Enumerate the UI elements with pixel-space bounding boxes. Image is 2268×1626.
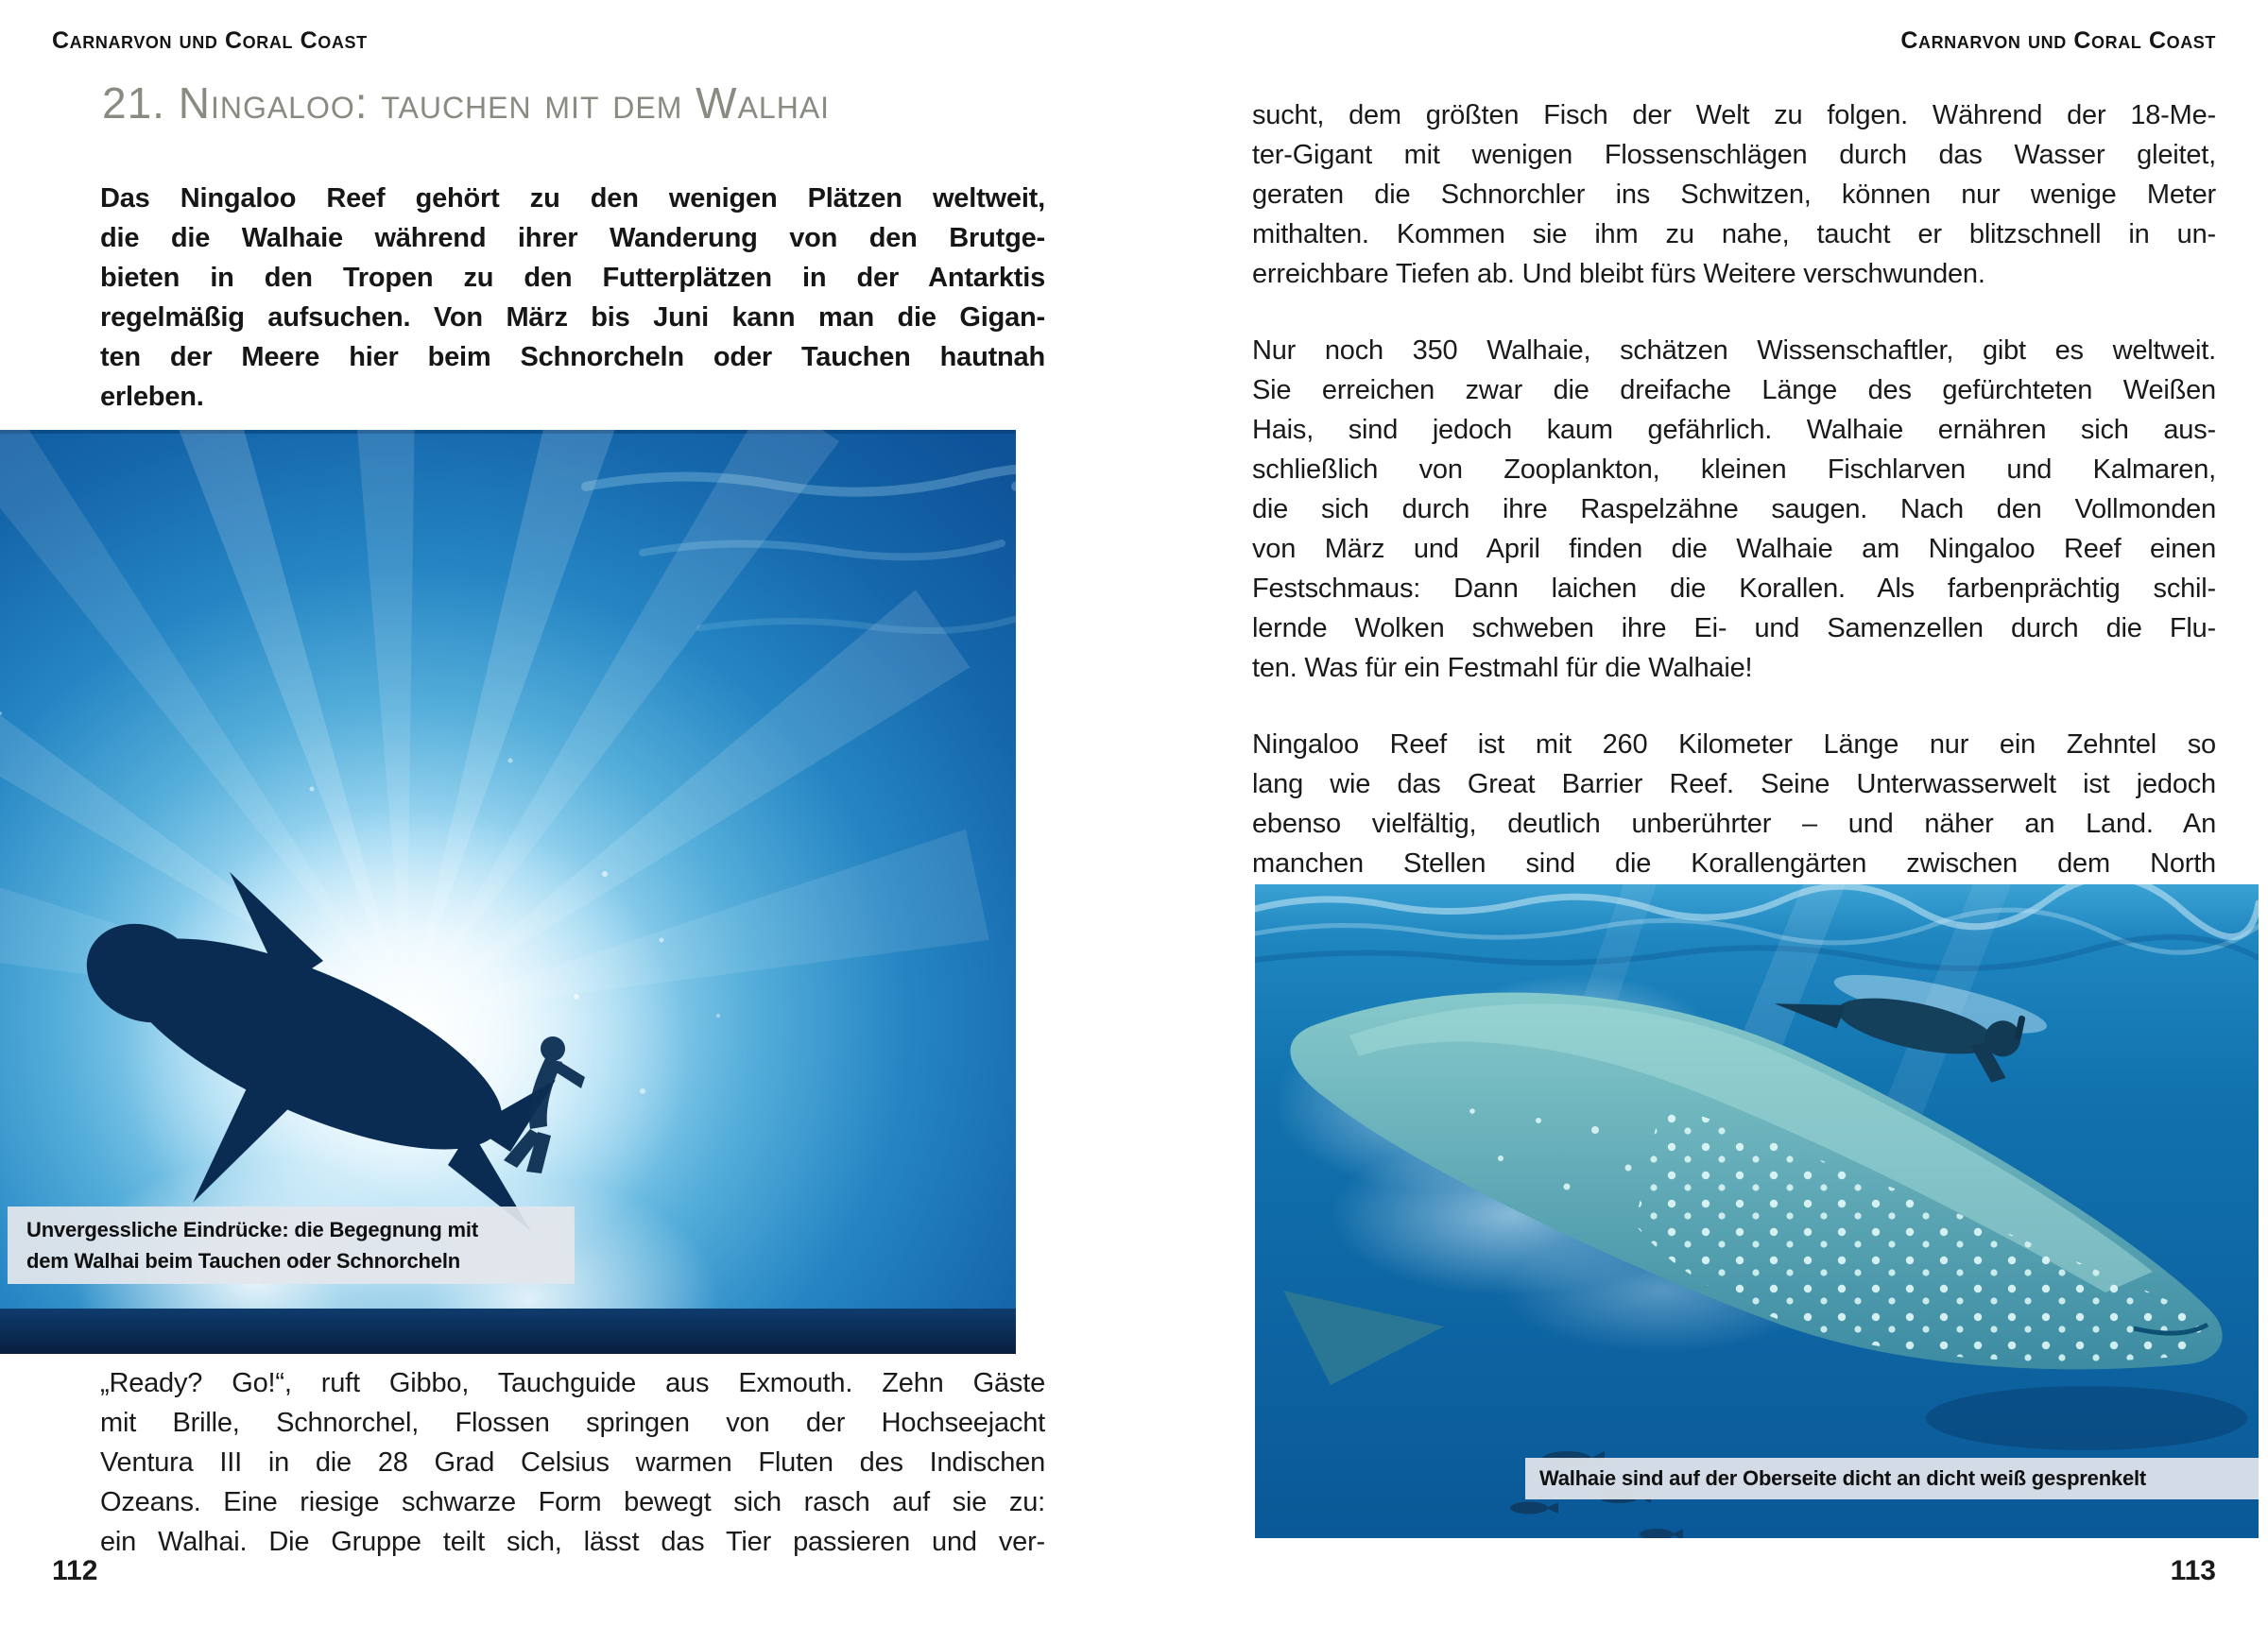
body-paragraph: „Ready? Go!“, ruft Gibbo, Tauchguide aus Exmouth. Zehn Gäste mit Brille, Schnorchel, Flossen springen von der Hochseejacht Ventura III in die 28 Grad Celsius warmen Fluten des Indischen Ozeans. Eine riesige schwarze Form bewegt sich rasch auf sie zu: ein Walhai. Die Gruppe teilt sich, lässt das Tier passieren und ver- <box>100 1368 1045 1557</box>
page-number: 113 <box>2170 1555 2216 1586</box>
intro-paragraph: Das Ningaloo Reef gehört zu den wenigen Plätzen weltweit, die die Walhaie während ihrer Wanderung von den Brutge- bieten in den Tropen zu den Futterplätzen in der Antarktis regelmäßig aufsuchen. Von März bis Juni kann man die Gigan- ten der Meere hier beim Schnorcheln oder Tauchen hautnah erleben. <box>100 183 1045 412</box>
page-number: 112 <box>52 1555 98 1586</box>
paragraph: sucht, dem größten Fisch der Welt zu folgen. Während der 18-Me- ter-Gigant mit wenigen Flossenschlägen durch das Wasser gleitet, geraten die Schnorchler ins Schwitzen, können nur wenige Meter mithalten. Kommen sie ihm zu nahe, taucht er blitzschnell in un- erreichbare Tiefen ab. Und bleibt fürs Weitere verschwunden. <box>1252 100 2216 289</box>
whale-shark-surface-photo <box>1255 884 2259 1538</box>
running-header-right: Carnarvon und Coral Coast <box>1900 27 2216 54</box>
photo-caption: Walhaie sind auf der Oberseite dicht an dicht weiß gesprenkelt <box>1525 1458 2259 1499</box>
paragraph: Ningaloo Reef ist mit 260 Kilometer Länge nur ein Zehntel so lang wie das Great Barrier Reef. Seine Unterwasserwelt ist jedoch ebenso vielfältig, deutlich unberührter – und näher an Land. An manchen Stellen sind die Korallengärten zwischen dem North <box>1252 729 2216 879</box>
photo-caption: Unvergessliche Eindrücke: die Begegnung mit dem Walhai beim Tauchen oder Schnorcheln <box>8 1207 575 1284</box>
chapter-heading: 21. Ningaloo: tauchen mit dem Walhai <box>102 78 831 128</box>
whale-shark-at-surface-scene <box>1255 884 2259 1538</box>
photo-top-edge <box>0 430 1016 434</box>
paragraph: Nur noch 350 Walhaie, schätzen Wissenschaftler, gibt es weltweit. Sie erreichen zwar die dreifache Länge des gefürchteten Weißen Hais, sind jedoch kaum gefährlich. Walhaie ernähren sich aus- schließlich von Zooplankton, kleinen Fischlarven und Kalmaren, die sich durch ihre Raspelzähne saugen. Nach den Vollmonden von März und April finden die Walhaie am Ningaloo Reef einen Festschmaus: Dann laichen die Korallen. Als farbenprächtig schil- lernde Wolken schweben ihre Ei- und Samenzellen durch die Flu- ten. Was für ein Festmahl für die Walhaie! <box>1252 335 2216 683</box>
whale-shark-silhouette-photo <box>0 430 1016 1354</box>
deep-water-band <box>0 1309 1016 1354</box>
right-text-column <box>1252 95 2216 920</box>
running-header-left: Carnarvon und Coral Coast <box>52 27 368 54</box>
shark-shadow <box>1926 1386 2247 1450</box>
